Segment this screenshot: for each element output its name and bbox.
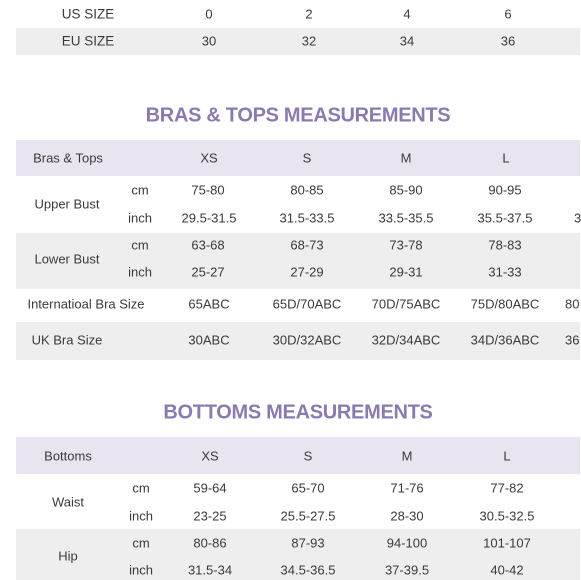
lower-bust-inch: 29-31 [389, 264, 423, 280]
size-header: XS [200, 150, 218, 166]
international-bra-value: 65D/70ABC [272, 296, 342, 312]
us-size-value: 0 [205, 6, 213, 22]
us-size-label: US SIZE [61, 6, 115, 22]
waist-inch: 30.5-32.5 [479, 508, 535, 524]
hip-inch: 40-42 [490, 562, 524, 578]
international-bra-partial: 80 [565, 296, 580, 312]
upper-bust-cm: 85-90 [389, 182, 423, 198]
upper-bust-inch: 29.5-31.5 [181, 210, 237, 226]
hip-cm: 101-107 [483, 535, 531, 551]
unit-inch: inch [129, 562, 153, 578]
lower-bust-inch: 31-33 [488, 264, 522, 280]
uk-bra-value: 30D/32ABC [272, 332, 342, 348]
hip-inch: 31.5-34 [187, 562, 233, 578]
upper-bust-cm: 75-80 [191, 182, 225, 198]
waist-inch: 28-30 [390, 508, 424, 524]
waist-cm: 71-76 [390, 480, 424, 496]
hip-cm: 87-93 [291, 535, 325, 551]
bottoms-header-label: Bottoms [44, 448, 92, 464]
upper-bust-inch-partial: 3 [574, 210, 581, 226]
waist-cm: 77-82 [490, 480, 524, 496]
bras-section-title: BRAS & TOPS MEASUREMENTS [145, 104, 451, 127]
lower-bust-cm: 78-83 [488, 237, 522, 253]
hip-inch: 34.5-36.5 [280, 562, 336, 578]
uk-bra-value: 32D/34ABC [371, 332, 441, 348]
lower-bust-cm: 73-78 [389, 237, 423, 253]
lower-bust-label: Lower Bust [34, 251, 100, 267]
hip-cm: 80-86 [193, 535, 227, 551]
size-header: L [502, 150, 510, 166]
upper-bust-inch: 31.5-33.5 [279, 210, 335, 226]
international-bra-value: 65ABC [188, 296, 230, 312]
hip-label: Hip [58, 548, 78, 564]
us-size-value: 4 [403, 6, 411, 22]
waist-cm: 65-70 [291, 480, 325, 496]
eu-size-value: 36 [500, 33, 516, 49]
us-size-value: 2 [305, 6, 313, 22]
uk-bra-partial: 36 [565, 332, 580, 348]
size-header: M [400, 150, 412, 166]
lower-bust-inch: 25-27 [191, 264, 225, 280]
uk-bra-value: 30ABC [188, 332, 230, 348]
uk-bra-value: 34D/36ABC [470, 332, 540, 348]
lower-bust-cm: 68-73 [290, 237, 324, 253]
waist-cm: 59-64 [193, 480, 227, 496]
uk-bra-label: UK Bra Size [31, 332, 103, 348]
eu-size-value: 34 [399, 33, 415, 49]
upper-bust-inch: 35.5-37.5 [477, 210, 533, 226]
unit-cm: cm [132, 480, 150, 496]
eu-size-value: 32 [301, 33, 317, 49]
lower-bust-cm: 63-68 [191, 237, 225, 253]
unit-inch: inch [128, 210, 152, 226]
upper-bust-cm: 90-95 [488, 182, 522, 198]
unit-cm: cm [131, 237, 149, 253]
eu-size-label: EU SIZE [61, 33, 115, 49]
hip-inch: 37-39.5 [384, 562, 430, 578]
waist-inch: 23-25 [193, 508, 227, 524]
waist-label: Waist [51, 494, 85, 510]
unit-inch: inch [129, 508, 153, 524]
unit-inch: inch [128, 264, 152, 280]
size-header: M [401, 448, 413, 464]
unit-cm: cm [131, 182, 149, 198]
international-bra-value: 75D/80ABC [470, 296, 540, 312]
upper-bust-cm: 80-85 [290, 182, 324, 198]
eu-size-value: 30 [201, 33, 217, 49]
size-header: L [503, 448, 511, 464]
unit-cm: cm [132, 535, 150, 551]
bras-header-label: Bras & Tops [33, 150, 103, 166]
waist-inch: 25.5-27.5 [280, 508, 336, 524]
upper-bust-label: Upper Bust [34, 196, 100, 212]
us-size-value: 6 [504, 6, 512, 22]
hip-cm: 94-100 [386, 535, 428, 551]
international-bra-value: 70D/75ABC [371, 296, 441, 312]
size-header: S [302, 150, 312, 166]
size-header: XS [201, 448, 219, 464]
size-header: S [303, 448, 313, 464]
bottoms-section-title: BOTTOMS MEASUREMENTS [163, 401, 433, 424]
international-bra-label: Internatioal Bra Size [27, 296, 145, 312]
bottoms-header-row [16, 437, 580, 474]
lower-bust-inch: 27-29 [290, 264, 324, 280]
upper-bust-inch: 33.5-35.5 [378, 210, 434, 226]
